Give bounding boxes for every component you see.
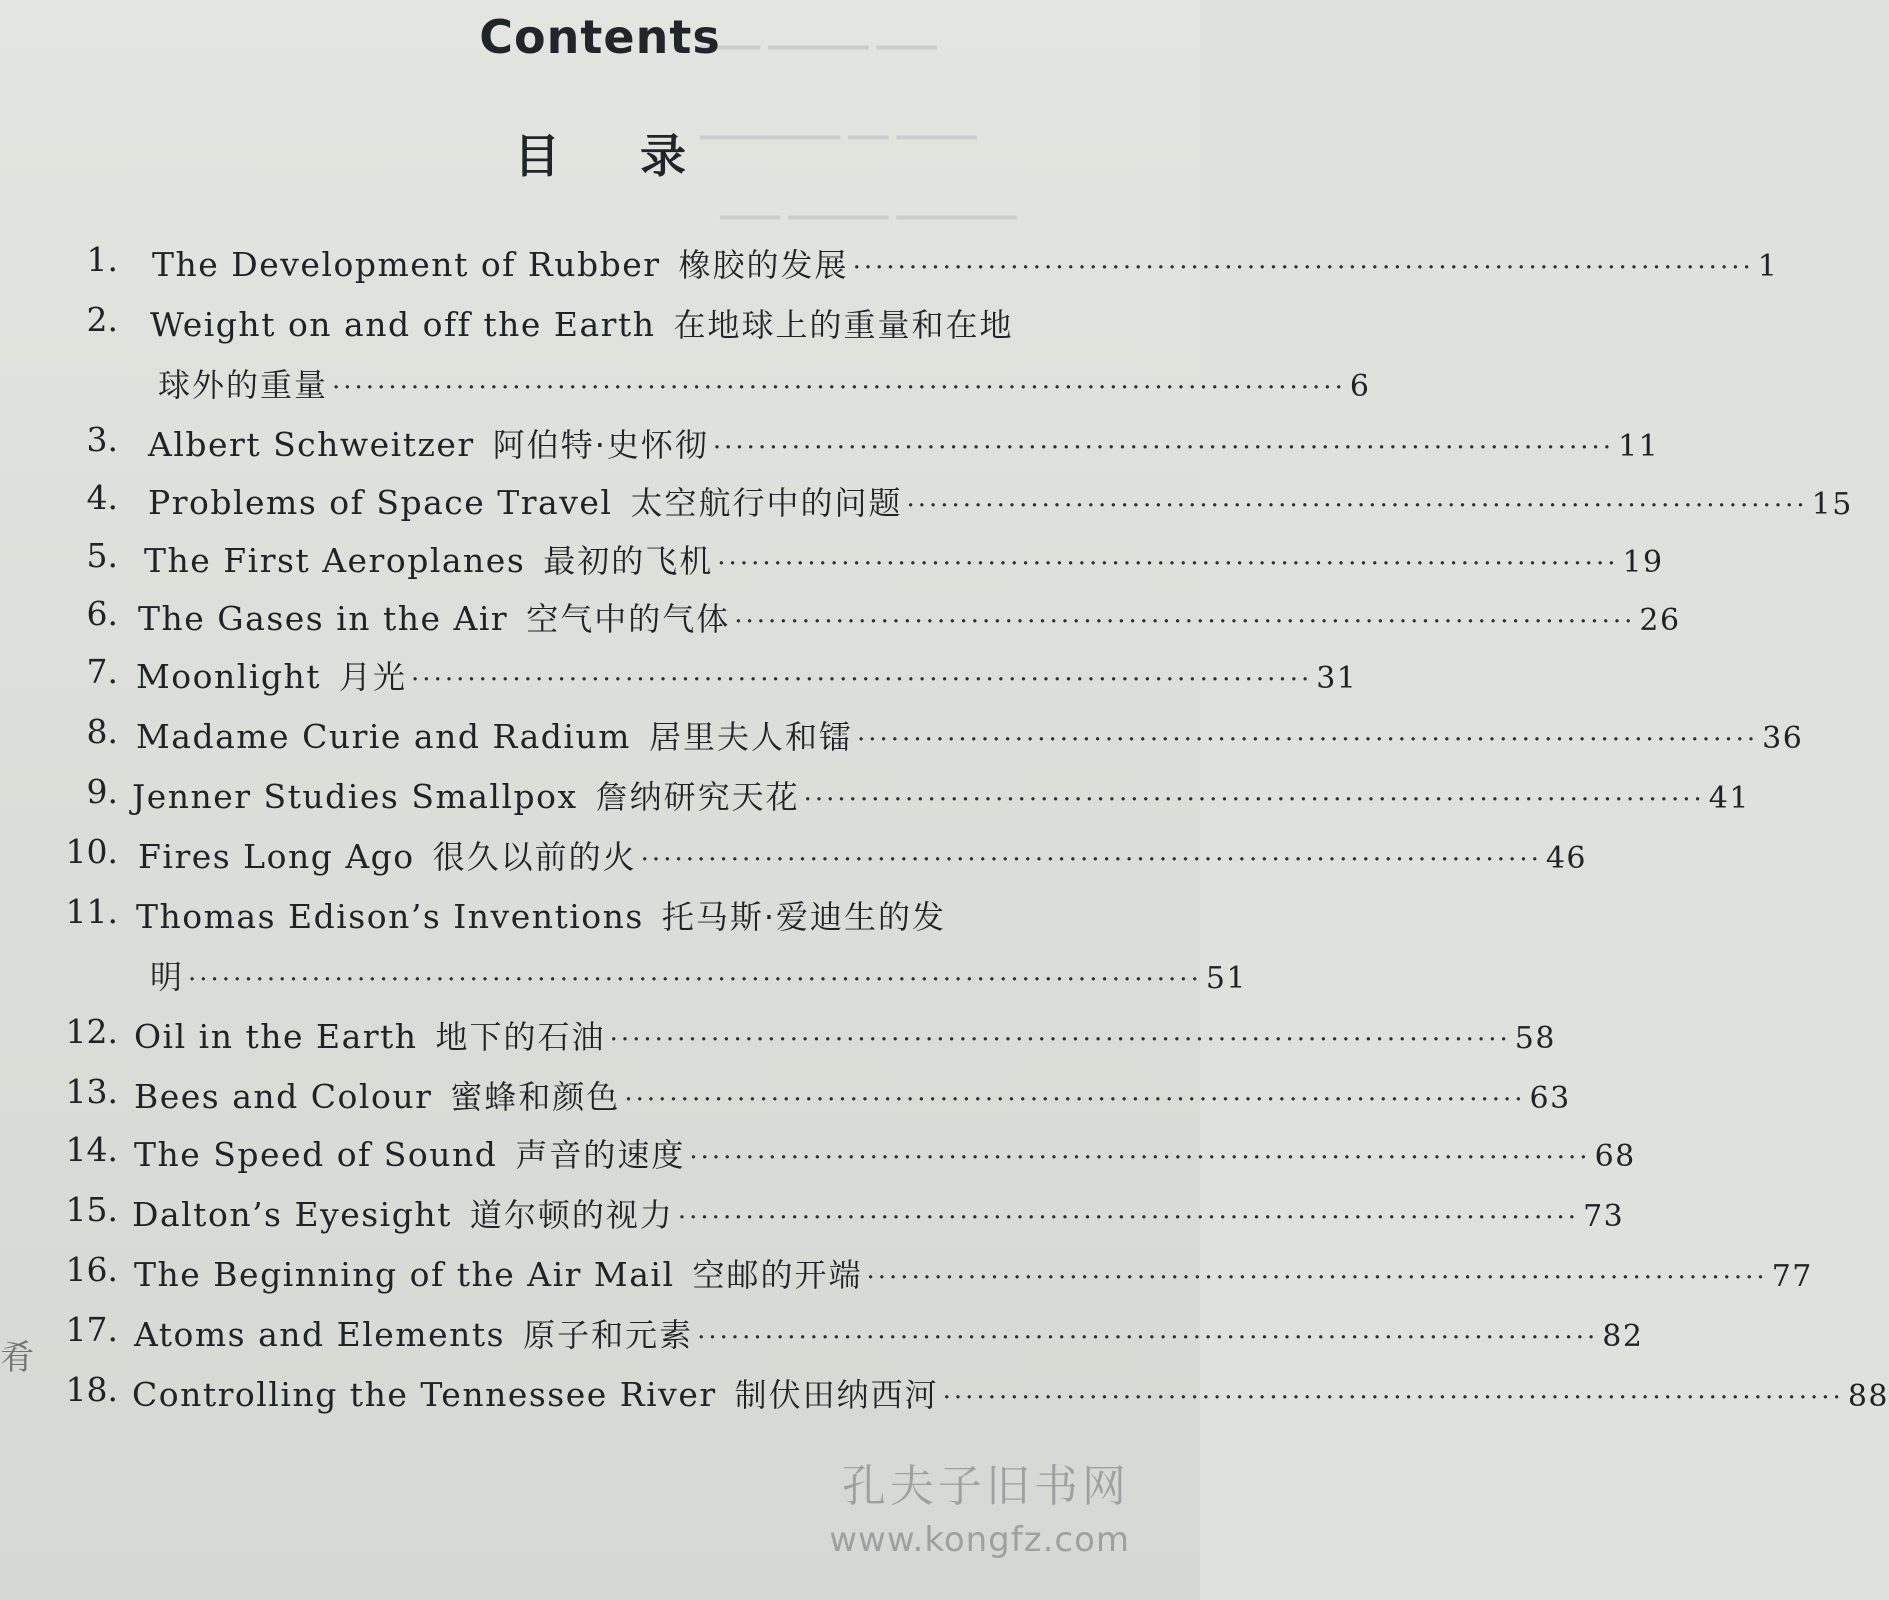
entry-title: Albert Schweitzer [148, 425, 475, 464]
entry-number: 15. [65, 1190, 118, 1229]
entry-title-zh: 詹纳研究天花 [595, 778, 800, 816]
entry-number: 5. [86, 536, 118, 575]
entry-title-zh-continued: 明 [150, 958, 185, 996]
entry-title-zh: 托马斯·爱迪生的发 [661, 898, 947, 936]
entry-title-zh-continued: 球外的重量 [158, 366, 329, 404]
toc-entry [132, 1190, 1625, 1236]
watermark [829, 1450, 1130, 1560]
toc-entry [136, 892, 1122, 938]
entry-title: Controlling the Tennessee River [132, 1375, 717, 1414]
leader-dots: ················································································ [734, 607, 1636, 637]
entry-title: Atoms and Elements [134, 1315, 506, 1354]
entry-title: The First Aeroplanes [144, 541, 526, 580]
entry-title-zh: 阿伯特·史怀彻 [492, 426, 709, 464]
entry-number: 9. [86, 772, 118, 811]
toc-entry [134, 1310, 1644, 1356]
entry-title-zh: 地下的石油 [435, 1018, 606, 1056]
toc-entry [152, 240, 1779, 286]
page-title: Contents [479, 10, 721, 64]
entry-title: The Development of Rubber [152, 245, 661, 284]
entry-page: 41 [1708, 781, 1750, 816]
entry-page: 77 [1771, 1259, 1813, 1294]
entry-title-zh: 道尔顿的视力 [469, 1196, 674, 1234]
bleed-through: ▁▁▁▁▁▁ ▁▁▁▁▁ ▁▁▁ [720, 190, 1017, 220]
leader-dots: ················································································ [624, 1085, 1526, 1115]
entry-number: 11. [65, 892, 118, 931]
entry-title: The Speed of Sound [134, 1135, 498, 1174]
entry-page: 6 [1349, 369, 1371, 404]
toc-entry [150, 300, 1122, 346]
entry-title-zh: 声音的速度 [515, 1136, 686, 1174]
leader-dots: ················································································ [609, 1025, 1511, 1055]
leader-dots: ················································································ [689, 1143, 1591, 1173]
entry-page: 88 [1847, 1379, 1889, 1414]
entry-title-zh: 很久以前的火 [432, 838, 637, 876]
entry-number: 13. [65, 1072, 118, 1111]
watermark-name: 孔夫子旧书网 [842, 1461, 1130, 1512]
entry-number: 6. [86, 594, 118, 633]
entry-page: 26 [1639, 603, 1681, 638]
toc-entry [136, 652, 1358, 698]
entry-page: 63 [1529, 1081, 1571, 1116]
toc-entry [134, 1250, 1813, 1296]
entry-title: Thomas Edison’s Inventions [136, 897, 644, 936]
toc-entry [132, 1370, 1889, 1416]
bleed-through: ▁▁▁▁ ▁▁ ▁▁▁▁▁▁▁ [700, 110, 977, 140]
toc-entry [148, 420, 1660, 466]
entry-number: 18. [65, 1370, 118, 1409]
entry-title: Madame Curie and Radium [136, 717, 631, 756]
toc-entry [134, 1130, 1636, 1176]
toc-entry [132, 772, 1750, 818]
toc-entry [134, 1012, 1556, 1058]
leader-dots: ················································································ [712, 433, 1615, 463]
entry-number: 16. [65, 1250, 118, 1289]
entry-title: Jenner Studies Smallpox [132, 777, 578, 816]
entry-page: 58 [1514, 1021, 1556, 1056]
entry-title: Weight on and off the Earth [150, 305, 656, 344]
toc-entry [148, 478, 1853, 524]
entry-page: 19 [1622, 545, 1664, 580]
leader-dots: ················································································ [640, 845, 1542, 875]
entry-title: Oil in the Earth [134, 1017, 418, 1056]
entry-number: 8. [86, 712, 118, 751]
toc-entry [138, 832, 1588, 878]
entry-title-zh: 居里夫人和镭 [648, 718, 853, 756]
entry-title: Dalton’s Eyesight [132, 1195, 452, 1234]
edge-glyph: 肴 [0, 1338, 34, 1378]
entry-title: The Gases in the Air [138, 599, 509, 638]
page-title-zh: 目录 [514, 129, 766, 183]
watermark-url: www.kongfz.com [829, 1520, 1130, 1560]
entry-title-zh: 橡胶的发展 [678, 246, 849, 284]
entry-page: 31 [1316, 661, 1358, 696]
entry-number: 14. [65, 1130, 118, 1169]
entry-title: Bees and Colour [134, 1077, 433, 1116]
entry-title-zh: 空邮的开端 [692, 1256, 863, 1294]
leader-dots: ·························································································· [332, 373, 1346, 403]
leader-dots: ················································································ [852, 253, 1754, 283]
toc-entry [144, 536, 1664, 582]
entry-title-zh: 原子和元素 [523, 1316, 694, 1354]
entry-number: 12. [65, 1012, 118, 1051]
entry-number: 17. [65, 1310, 118, 1349]
leader-dots: ·························································································· [188, 965, 1202, 995]
entry-page: 73 [1583, 1199, 1625, 1234]
entry-page: 15 [1811, 487, 1853, 522]
leader-dots: ················································································ [866, 1263, 1768, 1293]
entry-page: 51 [1205, 961, 1248, 996]
leader-dots: ················································································ [717, 549, 1619, 579]
toc-entry [138, 594, 1681, 640]
entry-title-zh: 空气中的气体 [526, 600, 731, 638]
entry-title: Fires Long Ago [138, 837, 415, 876]
entry-number: 3. [86, 420, 118, 459]
entry-page: 82 [1602, 1319, 1644, 1354]
toc-entry [136, 712, 1804, 758]
entry-title-zh: 最初的飞机 [543, 542, 714, 580]
leader-dots: ················································································ [857, 725, 1759, 755]
toc-entry-continuation [150, 952, 1248, 998]
entry-title: Problems of Space Travel [148, 483, 613, 522]
entry-number: 2. [86, 300, 118, 339]
entry-page: 11 [1618, 429, 1660, 464]
entry-number: 7. [86, 652, 118, 691]
entry-title-zh: 太空航行中的问题 [630, 484, 903, 522]
leader-dots: ················································································ [906, 491, 1808, 521]
entry-number: 1. [86, 240, 118, 279]
leader-dots: ················································································ [803, 785, 1705, 815]
leader-dots: ················································································ [942, 1383, 1844, 1413]
bleed-through: ▁▁▁ ▁▁▁▁▁ ▁▁▁ [700, 20, 937, 50]
entry-title: The Beginning of the Air Mail [134, 1255, 675, 1294]
entry-title-zh: 月光 [339, 658, 408, 696]
leader-dots: ················································································ [677, 1203, 1580, 1233]
entry-number: 4. [86, 478, 118, 517]
entry-number: 10. [65, 832, 118, 871]
toc-entry-continuation [158, 360, 1371, 406]
entry-title-zh: 蜜蜂和颜色 [450, 1078, 621, 1116]
entry-page: 1 [1757, 249, 1779, 284]
leader-dots: ················································································ [697, 1323, 1599, 1353]
entry-page: 46 [1545, 841, 1588, 876]
entry-title-zh: 制伏田纳西河 [734, 1376, 939, 1414]
entry-title: Moonlight [136, 657, 322, 696]
toc-entry [134, 1072, 1571, 1118]
entry-title-zh: 在地球上的重量和在地 [673, 306, 1014, 344]
entry-page: 68 [1594, 1139, 1636, 1174]
leader-dots: ················································································ [411, 665, 1313, 695]
entry-page: 36 [1762, 721, 1804, 756]
